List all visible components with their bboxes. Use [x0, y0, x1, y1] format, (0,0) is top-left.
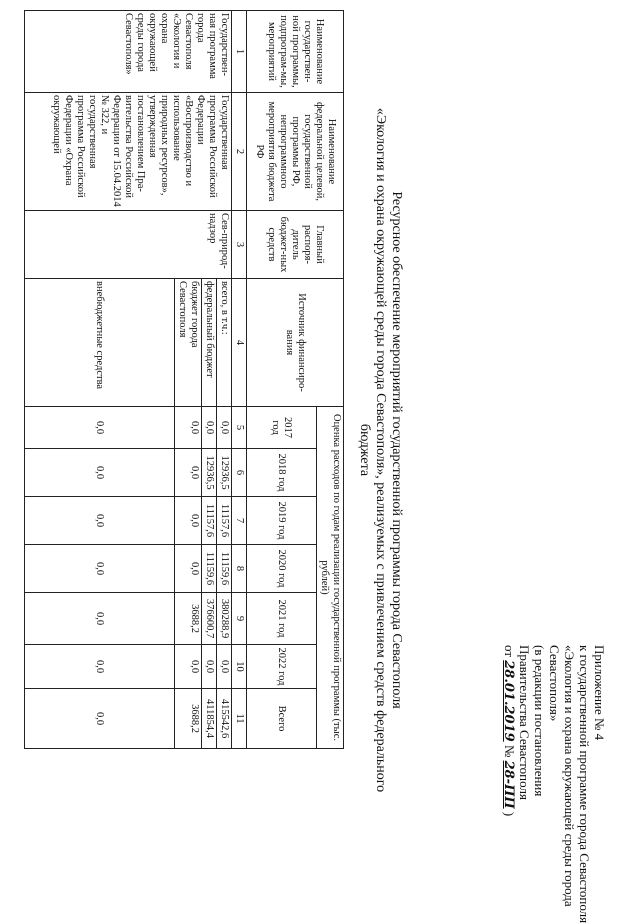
value-cell: 12936,5 — [202, 449, 217, 497]
header-year: 2020 год — [247, 545, 317, 593]
closing-paren: ) — [502, 811, 517, 817]
value-cell: 0,0 — [25, 449, 175, 497]
value-cell: 0,0 — [175, 545, 202, 593]
value-cell: 0,0 — [217, 407, 232, 449]
value-cell: 11159,6 — [217, 545, 232, 593]
appendix-line: Севастополя» — [547, 645, 562, 722]
value-cell: 0,0 — [202, 645, 217, 689]
column-number: 7 — [232, 497, 247, 545]
value-cell: 11157,6 — [202, 497, 217, 545]
column-number: 9 — [232, 593, 247, 645]
title-line: «Экология и охрана окружающей среды города Севастополя», реализуемых с привлечением средств федерального — [373, 107, 388, 793]
appendix-line: «Экология и охрана окружающей среды города — [562, 645, 577, 907]
resource-table — [24, 10, 344, 749]
source-cell: бюджет города Севастополя — [175, 279, 202, 407]
value-cell: 11159,6 — [202, 545, 217, 593]
header-year: 2022 год — [247, 645, 317, 689]
header-total: Всего — [247, 689, 317, 749]
total-cell: 3688,2 — [175, 689, 202, 749]
header-year: 2018 год — [247, 449, 317, 497]
column-number: 10 — [232, 645, 247, 689]
handwritten-date: 28.01.2019 — [501, 660, 516, 742]
manager-cell: Сев-природ-надзор — [25, 211, 232, 279]
title-line: бюджета — [357, 423, 372, 477]
value-cell: 0,0 — [202, 407, 217, 449]
column-number: 1 — [232, 11, 247, 93]
date-prefix: от — [502, 645, 517, 658]
header-year: 2019 год — [247, 497, 317, 545]
federal-program-cell: Государственная программа Российской Федерации «Воспроизводство и использование природных ресурсов», утвержденная постановлением Пра-вительства Российской Федерации от 15.04.2014 № 322, и государственная программа Российской Федерации «Охрана окружающей — [25, 93, 232, 211]
handwritten-number: 28-ПП — [501, 760, 516, 809]
source-cell: всего, в т.ч.: — [217, 279, 232, 407]
column-number: 4 — [232, 279, 247, 407]
header-source: Источник финансиро-вания — [247, 279, 344, 407]
value-cell: 0,0 — [25, 407, 175, 449]
header-year: 2017 год — [247, 407, 317, 449]
value-cell: 12936,5 — [217, 449, 232, 497]
value-cell: 0,0 — [175, 407, 202, 449]
appendix-date-line — [501, 645, 517, 910]
total-cell: 411854,4 — [202, 689, 217, 749]
total-cell: 0,0 — [25, 689, 175, 749]
document-title — [356, 20, 404, 880]
appendix-line: Правительства Севастополя — [517, 645, 532, 800]
appendix-line: Приложение № 4 — [592, 645, 607, 741]
column-number: 2 — [232, 93, 247, 211]
value-cell: 0,0 — [217, 645, 232, 689]
value-cell: 0,0 — [175, 645, 202, 689]
column-number: 6 — [232, 449, 247, 497]
appendix-line: (в редакции постановления — [532, 645, 547, 797]
column-number: 3 — [232, 211, 247, 279]
source-cell: внебюджетные средства — [25, 279, 175, 407]
column-number: 11 — [232, 689, 247, 749]
header-year: 2021 год — [247, 593, 317, 645]
value-cell: 11157,6 — [217, 497, 232, 545]
value-cell: 3688,2 — [175, 593, 202, 645]
value-cell: 0,0 — [25, 645, 175, 689]
header-estimate: Оценка расходов по годам реализации государственной программы (тыс. рублей) — [317, 407, 344, 749]
value-cell: 0,0 — [25, 593, 175, 645]
value-cell: 0,0 — [175, 449, 202, 497]
header-federal-program: Наименование федеральной целевой, государственной программы РФ, непрограммного мероприятия бюджета РФ — [247, 93, 344, 211]
title-line: Ресурсное обеспечение мероприятий государственной программы города Севастополя — [389, 191, 404, 709]
column-number: 8 — [232, 545, 247, 593]
value-cell: 0,0 — [175, 497, 202, 545]
table-row — [217, 11, 232, 749]
number-prefix: № — [502, 744, 517, 758]
value-cell: 376600,7 — [202, 593, 217, 645]
value-cell: 0,0 — [25, 497, 175, 545]
value-cell: 380288,9 — [217, 593, 232, 645]
appendix-header — [501, 645, 607, 923]
appendix-line: к государственной программе города Севастополя — [577, 645, 592, 923]
header-manager: Главный распоря-дитель бюджет-ных средств — [247, 211, 344, 279]
value-cell: 0,0 — [25, 545, 175, 593]
source-cell: федеральный бюджет — [202, 279, 217, 407]
total-cell: 415542,6 — [217, 689, 232, 749]
program-name-cell: Государствен-ная программа города Севастополя «Экология и охрана окружающей среды города Севастополя» — [25, 11, 232, 93]
header-program: Наименование государствен-ной программы, подпрограм-мы, мероприятий — [247, 11, 344, 93]
column-number: 5 — [232, 407, 247, 449]
column-number-row — [232, 11, 247, 749]
